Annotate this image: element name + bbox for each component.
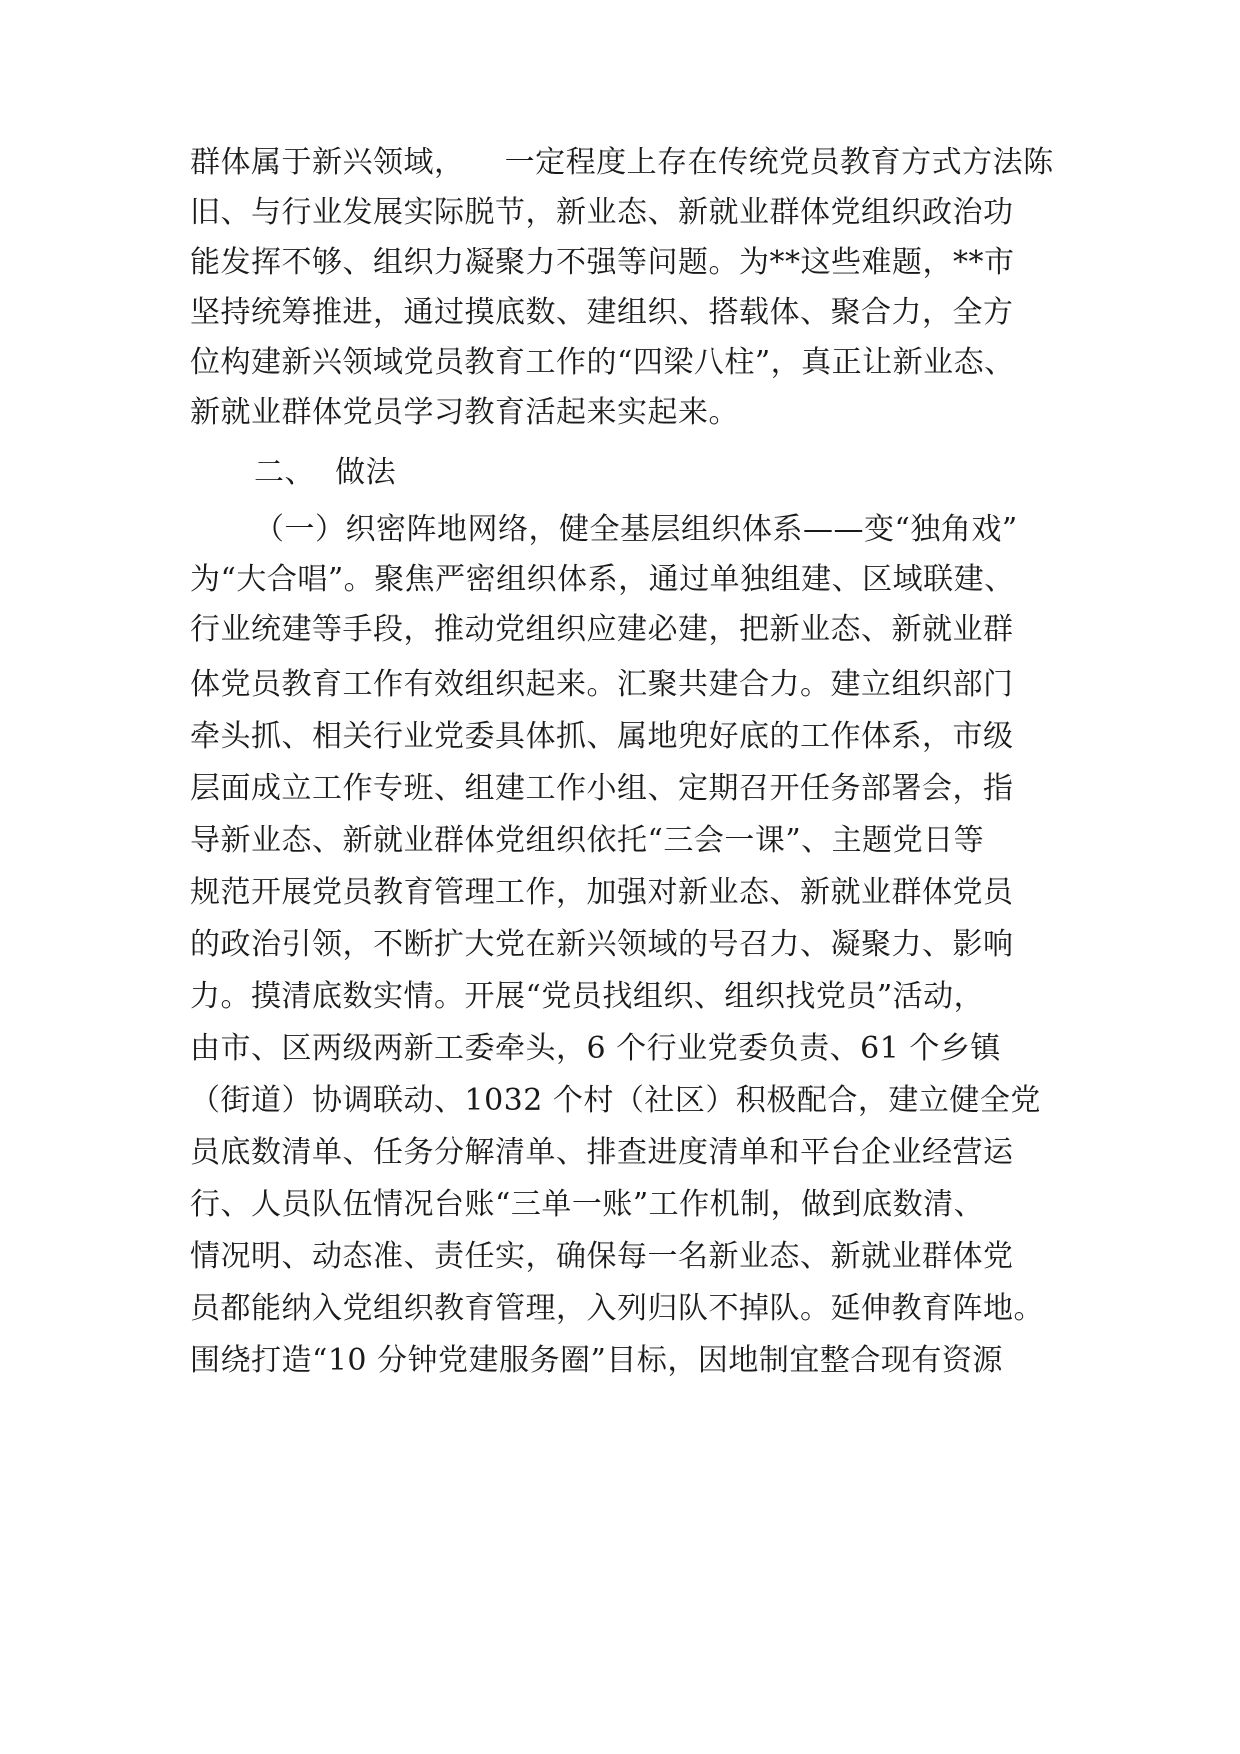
- text-line: 情况明、动态准、责任实，确保每一名新业态、新就业群体党: [190, 1239, 1014, 1274]
- text-line: 行业统建等手段，推动党组织应建必建，把新业态、新就业群: [190, 612, 1014, 647]
- text-line: 员底数清单、任务分解清单、排查进度清单和平台企业经营运: [190, 1135, 1014, 1170]
- text-line: 员都能纳入党组织教育管理，入列归队不掉队。延伸教育阵地。: [190, 1291, 1044, 1326]
- text-line: 围绕打造“10 分钟党建服务圈”目标，因地制宜整合现有资源: [190, 1343, 1003, 1378]
- text-line: 新就业群体党员学习教育活起来实起来。: [190, 395, 739, 430]
- text-line: （一）织密阵地网络，健全基层组织体系——变“独角戏”: [254, 512, 1018, 547]
- text-line: 的政治引领，不断扩大党在新兴领域的号召力、凝聚力、影响: [190, 927, 1014, 962]
- text-line: 旧、与行业发展实际脱节，新业态、新就业群体党组织政治功: [190, 195, 1014, 230]
- text-line: 能发挥不够、组织力凝聚力不强等问题。为**这些难题，**市: [190, 245, 1015, 280]
- text-line: 位构建新兴领域党员教育工作的“四梁八柱”，真正让新业态、: [190, 345, 1015, 380]
- text-line: 坚持统筹推进，通过摸底数、建组织、搭载体、聚合力，全方: [190, 295, 1014, 330]
- text-line: 由市、区两级两新工委牵头，6 个行业党委负责、61 个乡镇: [190, 1031, 1001, 1066]
- text-line: 为“大合唱”。聚焦严密组织体系，通过单独组建、区域联建、: [190, 562, 1015, 597]
- text-line: 行、人员队伍情况台账“三单一账”工作机制，做到底数清、: [190, 1187, 985, 1222]
- text-line: 层面成立工作专班、组建工作小组、定期召开任务部署会，指: [190, 771, 1014, 806]
- text-line: （街道）协调联动、1032 个村（社区）积极配合，建立健全党: [190, 1083, 1041, 1118]
- text-line: 力。摸清底数实情。开展“党员找组织、组织找党员”活动，: [190, 979, 985, 1014]
- text-line: 规范开展党员教育管理工作，加强对新业态、新就业群体党员: [190, 875, 1014, 910]
- section-heading: 二、 做法: [254, 455, 397, 490]
- text-line: 群体属于新兴领域， 一定程度上存在传统党员教育方式方法陈: [190, 145, 1054, 180]
- text-line: 体党员教育工作有效组织起来。汇聚共建合力。建立组织部门: [190, 667, 1014, 702]
- text-line: 导新业态、新就业群体党组织依托“三会一课”、主题党日等: [190, 823, 985, 858]
- text-line: 牵头抓、相关行业党委具体抓、属地兜好底的工作体系，市级: [190, 719, 1014, 754]
